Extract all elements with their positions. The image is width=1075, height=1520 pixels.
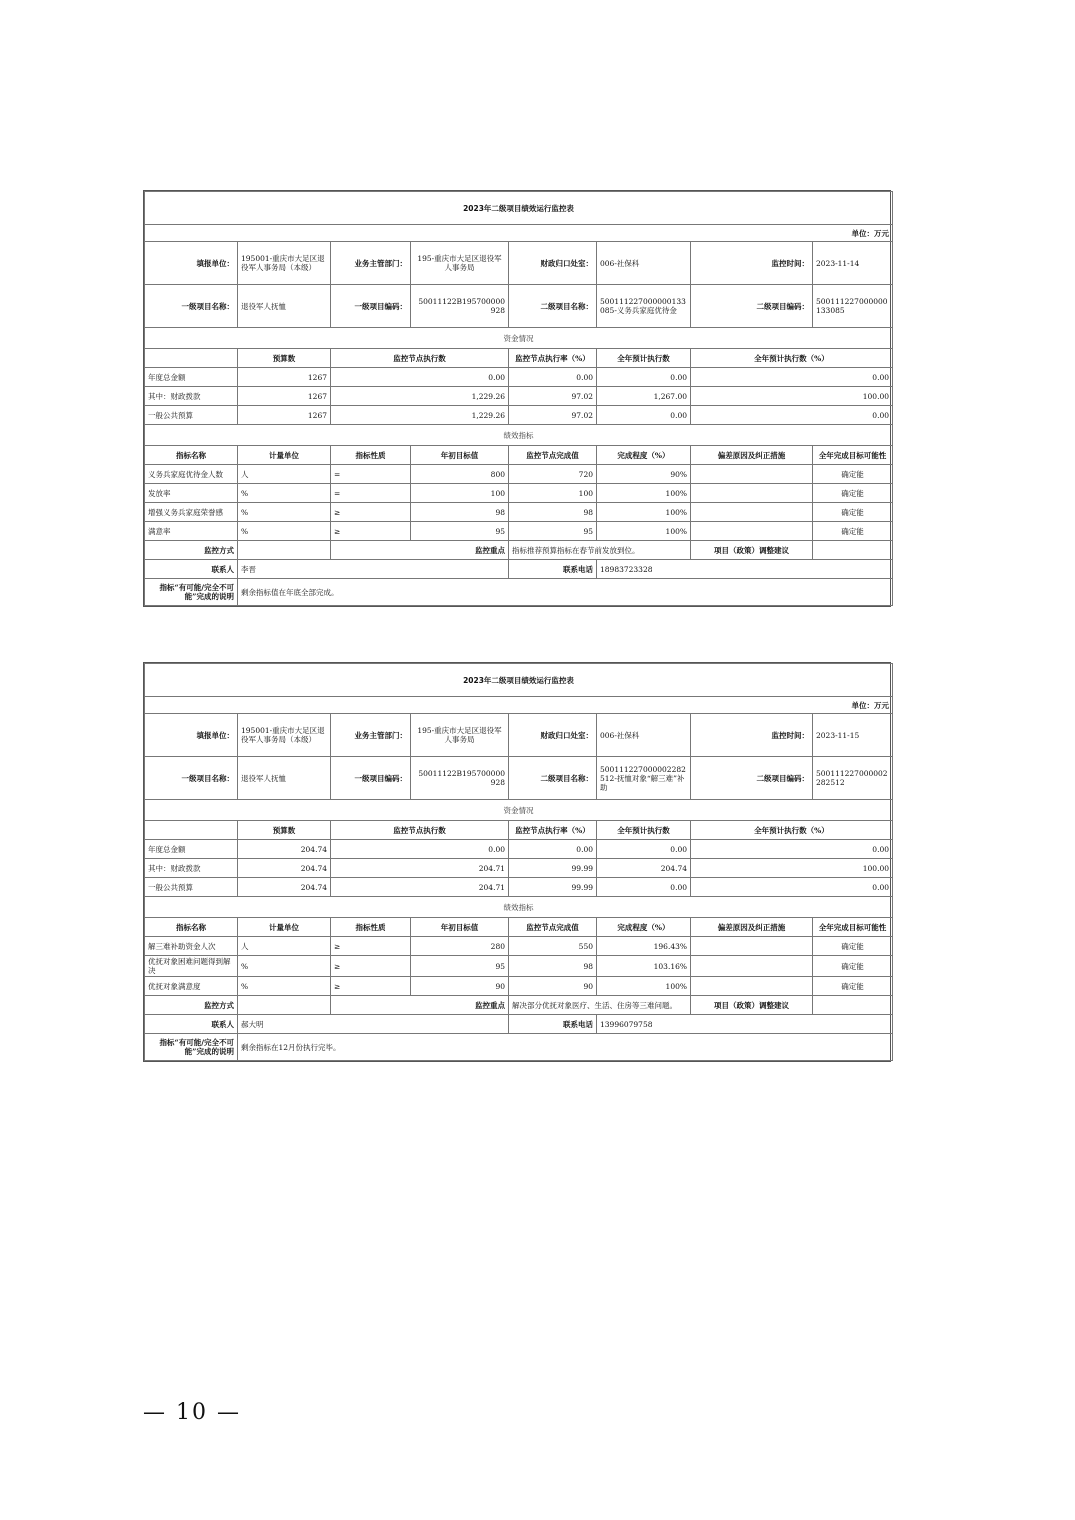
perf-cell: 满意率 bbox=[145, 522, 238, 541]
funds-header bbox=[145, 821, 238, 840]
perf-cell: 100% bbox=[597, 522, 691, 541]
funds-cell: 年度总金额 bbox=[145, 840, 238, 859]
perf-cell: 95 bbox=[411, 956, 509, 977]
l2-code-label: 二级项目编码： bbox=[691, 285, 813, 328]
funds-cell: 204.71 bbox=[331, 878, 509, 897]
perf-cell: 人 bbox=[238, 465, 331, 484]
perf-cell: 90 bbox=[411, 977, 509, 996]
funds-header: 全年预计执行数（%） bbox=[691, 349, 893, 368]
funds-cell: 204.74 bbox=[238, 878, 331, 897]
l1-name-value: 退役军人抚恤 bbox=[238, 285, 331, 328]
perf-cell: 优抚对象满意度 bbox=[145, 977, 238, 996]
contact-label: 联系人 bbox=[145, 560, 238, 579]
l1-name-value: 退役军人抚恤 bbox=[238, 757, 331, 800]
perf-cell bbox=[691, 937, 813, 956]
l2-code-value: 500111227000000133085 bbox=[813, 285, 893, 328]
perf-cell: % bbox=[238, 503, 331, 522]
dept-value: 195-重庆市大足区退役军人事务局 bbox=[411, 242, 509, 285]
perf-cell bbox=[691, 465, 813, 484]
perf-cell: 发放率 bbox=[145, 484, 238, 503]
funds-cell: 0.00 bbox=[597, 368, 691, 387]
perf-header: 年初目标值 bbox=[411, 446, 509, 465]
perf-row bbox=[145, 465, 893, 484]
funds-row bbox=[145, 406, 893, 425]
funds-cell: 97.02 bbox=[509, 406, 597, 425]
perf-cell: 98 bbox=[509, 956, 597, 977]
funds-cell: 0.00 bbox=[597, 840, 691, 859]
funds-cell: 204.71 bbox=[331, 859, 509, 878]
phone-label: 联系电话 bbox=[509, 560, 597, 579]
monitor-focus-label: 监控重点 bbox=[331, 996, 509, 1015]
funds-cell: 204.74 bbox=[597, 859, 691, 878]
perf-cell: 95 bbox=[411, 522, 509, 541]
funds-cell: 100.00 bbox=[691, 387, 893, 406]
l2-name-value: 500111227000002282512-抚恤对象“解三难”补助 bbox=[597, 757, 691, 800]
sheet-table bbox=[144, 191, 893, 606]
perf-cell: 义务兵家庭优待金人数 bbox=[145, 465, 238, 484]
funds-cell: 1267 bbox=[238, 368, 331, 387]
perf-cell: ≥ bbox=[331, 522, 411, 541]
perf-cell: 103.16% bbox=[597, 956, 691, 977]
l2-name-label: 二级项目名称： bbox=[509, 285, 597, 328]
perf-cell: 95 bbox=[509, 522, 597, 541]
funds-cell: 0.00 bbox=[691, 368, 893, 387]
funds-cell: 99.99 bbox=[509, 878, 597, 897]
monitor-method-label: 监控方式 bbox=[145, 996, 238, 1015]
funds-header: 监控节点执行数 bbox=[331, 349, 509, 368]
note-label: 指标“有可能/完全不可能”完成的说明 bbox=[145, 579, 238, 606]
note-value: 剩余指标值在年底全部完成。 bbox=[238, 579, 893, 606]
fill-unit-value: 195001-重庆市大足区退役军人事务局（本级） bbox=[238, 714, 331, 757]
dept-label: 业务主管部门： bbox=[331, 714, 411, 757]
l1-code-value: 50011122B195700000928 bbox=[411, 285, 509, 328]
time-label: 监控时间： bbox=[691, 242, 813, 285]
perf-cell: 增强义务兵家庭荣誉感 bbox=[145, 503, 238, 522]
funds-cell: 1,267.00 bbox=[597, 387, 691, 406]
perf-cell bbox=[691, 956, 813, 977]
unit-label: 单位：万元 bbox=[145, 225, 893, 242]
funds-cell: 0.00 bbox=[691, 878, 893, 897]
perf-header: 全年完成目标可能性 bbox=[813, 918, 893, 937]
fill-unit-label: 填报单位： bbox=[145, 714, 238, 757]
perf-cell: % bbox=[238, 956, 331, 977]
dept-label: 业务主管部门： bbox=[331, 242, 411, 285]
perf-header: 完成程度（%） bbox=[597, 446, 691, 465]
adjust-value bbox=[813, 996, 893, 1015]
funds-cell: 0.00 bbox=[331, 368, 509, 387]
sheet-table bbox=[144, 663, 893, 1061]
perf-header: 偏差原因及纠正措施 bbox=[691, 918, 813, 937]
funds-section-title: 资金情况 bbox=[145, 800, 893, 821]
perf-header: 计量单位 bbox=[238, 918, 331, 937]
funds-header: 监控节点执行数 bbox=[331, 821, 509, 840]
perf-header: 完成程度（%） bbox=[597, 918, 691, 937]
phone-value: 18983723328 bbox=[597, 560, 893, 579]
perf-cell: 800 bbox=[411, 465, 509, 484]
perf-cell: = bbox=[331, 484, 411, 503]
funds-cell: 204.74 bbox=[238, 840, 331, 859]
monitor-focus-value: 指标推荐预算指标在春节前发放到位。 bbox=[509, 541, 691, 560]
adjust-label: 项目（政策）调整建议 bbox=[691, 541, 813, 560]
l1-name-label: 一级项目名称： bbox=[145, 757, 238, 800]
perf-cell: 90% bbox=[597, 465, 691, 484]
perf-cell: 100% bbox=[597, 977, 691, 996]
funds-header: 监控节点执行率（%） bbox=[509, 821, 597, 840]
sheet-title: 2023年二级项目绩效运行监控表 bbox=[145, 664, 893, 697]
perf-row bbox=[145, 503, 893, 522]
perf-cell: 确定能 bbox=[813, 503, 893, 522]
fill-unit-label: 填报单位： bbox=[145, 242, 238, 285]
time-value: 2023-11-15 bbox=[813, 714, 893, 757]
perf-cell: 550 bbox=[509, 937, 597, 956]
time-value: 2023-11-14 bbox=[813, 242, 893, 285]
perf-cell: 确定能 bbox=[813, 522, 893, 541]
perf-cell: ≥ bbox=[331, 937, 411, 956]
l2-code-label: 二级项目编码： bbox=[691, 757, 813, 800]
perf-cell: 100 bbox=[509, 484, 597, 503]
perf-row bbox=[145, 956, 893, 977]
funds-cell: 204.74 bbox=[238, 859, 331, 878]
funds-row bbox=[145, 859, 893, 878]
perf-section-title: 绩效指标 bbox=[145, 425, 893, 446]
funds-row bbox=[145, 878, 893, 897]
perf-cell bbox=[691, 503, 813, 522]
perf-cell: % bbox=[238, 977, 331, 996]
funds-cell: 100.00 bbox=[691, 859, 893, 878]
phone-label: 联系电话 bbox=[509, 1015, 597, 1034]
funds-row bbox=[145, 840, 893, 859]
perf-header: 年初目标值 bbox=[411, 918, 509, 937]
perf-cell: 100 bbox=[411, 484, 509, 503]
funds-cell: 一般公共预算 bbox=[145, 406, 238, 425]
funds-cell: 0.00 bbox=[331, 840, 509, 859]
funds-cell: 一般公共预算 bbox=[145, 878, 238, 897]
perf-cell: % bbox=[238, 522, 331, 541]
perf-cell: 确定能 bbox=[813, 956, 893, 977]
funds-cell: 0.00 bbox=[597, 406, 691, 425]
funds-cell: 0.00 bbox=[509, 840, 597, 859]
perf-cell: ≥ bbox=[331, 977, 411, 996]
perf-cell: 98 bbox=[411, 503, 509, 522]
monitor-method-label: 监控方式 bbox=[145, 541, 238, 560]
perf-header: 指标性质 bbox=[331, 918, 411, 937]
perf-header: 指标名称 bbox=[145, 446, 238, 465]
l2-code-value: 500111227000002282512 bbox=[813, 757, 893, 800]
perf-row bbox=[145, 977, 893, 996]
finance-label: 财政归口处室： bbox=[509, 242, 597, 285]
l2-name-value: 500111227000000133085-义务兵家庭优待金 bbox=[597, 285, 691, 328]
perf-cell: 确定能 bbox=[813, 937, 893, 956]
perf-header: 指标性质 bbox=[331, 446, 411, 465]
monitor-sheet-1 bbox=[143, 190, 891, 607]
funds-cell: 0.00 bbox=[691, 840, 893, 859]
fill-unit-value: 195001-重庆市大足区退役军人事务局（本级） bbox=[238, 242, 331, 285]
perf-header: 指标名称 bbox=[145, 918, 238, 937]
funds-cell: 1267 bbox=[238, 387, 331, 406]
note-label: 指标“有可能/完全不可能”完成的说明 bbox=[145, 1034, 238, 1061]
monitor-method-value bbox=[238, 996, 331, 1015]
perf-cell: 90 bbox=[509, 977, 597, 996]
funds-cell: 其中：财政拨款 bbox=[145, 859, 238, 878]
perf-cell: 100% bbox=[597, 484, 691, 503]
perf-cell: 196.43% bbox=[597, 937, 691, 956]
perf-cell: = bbox=[331, 465, 411, 484]
perf-row bbox=[145, 522, 893, 541]
perf-header: 偏差原因及纠正措施 bbox=[691, 446, 813, 465]
funds-cell: 99.99 bbox=[509, 859, 597, 878]
perf-cell: 确定能 bbox=[813, 977, 893, 996]
funds-header: 全年预计执行数 bbox=[597, 349, 691, 368]
perf-cell: 280 bbox=[411, 937, 509, 956]
perf-cell: 解三难补助资金人次 bbox=[145, 937, 238, 956]
perf-header: 计量单位 bbox=[238, 446, 331, 465]
perf-cell: 100% bbox=[597, 503, 691, 522]
funds-cell: 0.00 bbox=[509, 368, 597, 387]
perf-cell: % bbox=[238, 484, 331, 503]
funds-cell: 年度总金额 bbox=[145, 368, 238, 387]
perf-cell: ≥ bbox=[331, 956, 411, 977]
perf-row bbox=[145, 484, 893, 503]
l1-code-label: 一级项目编码： bbox=[331, 757, 411, 800]
funds-header: 监控节点执行率（%） bbox=[509, 349, 597, 368]
funds-cell: 其中：财政拨款 bbox=[145, 387, 238, 406]
funds-cell: 1267 bbox=[238, 406, 331, 425]
l1-code-value: 50011122B195700000928 bbox=[411, 757, 509, 800]
phone-value: 13996079758 bbox=[597, 1015, 893, 1034]
perf-section-title: 绩效指标 bbox=[145, 897, 893, 918]
l1-name-label: 一级项目名称： bbox=[145, 285, 238, 328]
funds-header: 全年预计执行数 bbox=[597, 821, 691, 840]
perf-cell: 确定能 bbox=[813, 465, 893, 484]
perf-cell bbox=[691, 522, 813, 541]
unit-label: 单位：万元 bbox=[145, 697, 893, 714]
finance-label: 财政归口处室： bbox=[509, 714, 597, 757]
funds-row bbox=[145, 368, 893, 387]
perf-cell: ≥ bbox=[331, 503, 411, 522]
perf-cell: 人 bbox=[238, 937, 331, 956]
l1-code-label: 一级项目编码： bbox=[331, 285, 411, 328]
funds-cell: 0.00 bbox=[597, 878, 691, 897]
contact-value: 郝大明 bbox=[238, 1015, 509, 1034]
l2-name-label: 二级项目名称： bbox=[509, 757, 597, 800]
sheet-title: 2023年二级项目绩效运行监控表 bbox=[145, 192, 893, 225]
perf-cell: 优抚对象困难问题得到解决 bbox=[145, 956, 238, 977]
perf-header: 全年完成目标可能性 bbox=[813, 446, 893, 465]
time-label: 监控时间： bbox=[691, 714, 813, 757]
monitor-sheet-2 bbox=[143, 662, 891, 1062]
funds-cell: 97.02 bbox=[509, 387, 597, 406]
finance-value: 006-社保科 bbox=[597, 714, 691, 757]
perf-header: 监控节点完成值 bbox=[509, 918, 597, 937]
funds-cell: 0.00 bbox=[691, 406, 893, 425]
perf-cell: 98 bbox=[509, 503, 597, 522]
funds-cell: 1,229.26 bbox=[331, 406, 509, 425]
perf-cell: 720 bbox=[509, 465, 597, 484]
funds-header: 全年预计执行数（%） bbox=[691, 821, 893, 840]
funds-header bbox=[145, 349, 238, 368]
perf-header: 监控节点完成值 bbox=[509, 446, 597, 465]
finance-value: 006-社保科 bbox=[597, 242, 691, 285]
funds-row bbox=[145, 387, 893, 406]
dept-value: 195-重庆市大足区退役军人事务局 bbox=[411, 714, 509, 757]
perf-cell bbox=[691, 977, 813, 996]
contact-value: 李晋 bbox=[238, 560, 509, 579]
perf-cell: 确定能 bbox=[813, 484, 893, 503]
contact-label: 联系人 bbox=[145, 1015, 238, 1034]
page-number: — 10 — bbox=[143, 1400, 241, 1425]
monitor-focus-value: 解决部分优抚对象医疗、生活、住房等三难问题。 bbox=[509, 996, 691, 1015]
adjust-value bbox=[813, 541, 893, 560]
adjust-label: 项目（政策）调整建议 bbox=[691, 996, 813, 1015]
perf-row bbox=[145, 937, 893, 956]
perf-cell bbox=[691, 484, 813, 503]
funds-cell: 1,229.26 bbox=[331, 387, 509, 406]
note-value: 剩余指标在12月份执行完毕。 bbox=[238, 1034, 893, 1061]
funds-header: 预算数 bbox=[238, 821, 331, 840]
funds-section-title: 资金情况 bbox=[145, 328, 893, 349]
monitor-method-value bbox=[238, 541, 331, 560]
funds-header: 预算数 bbox=[238, 349, 331, 368]
monitor-focus-label: 监控重点 bbox=[331, 541, 509, 560]
